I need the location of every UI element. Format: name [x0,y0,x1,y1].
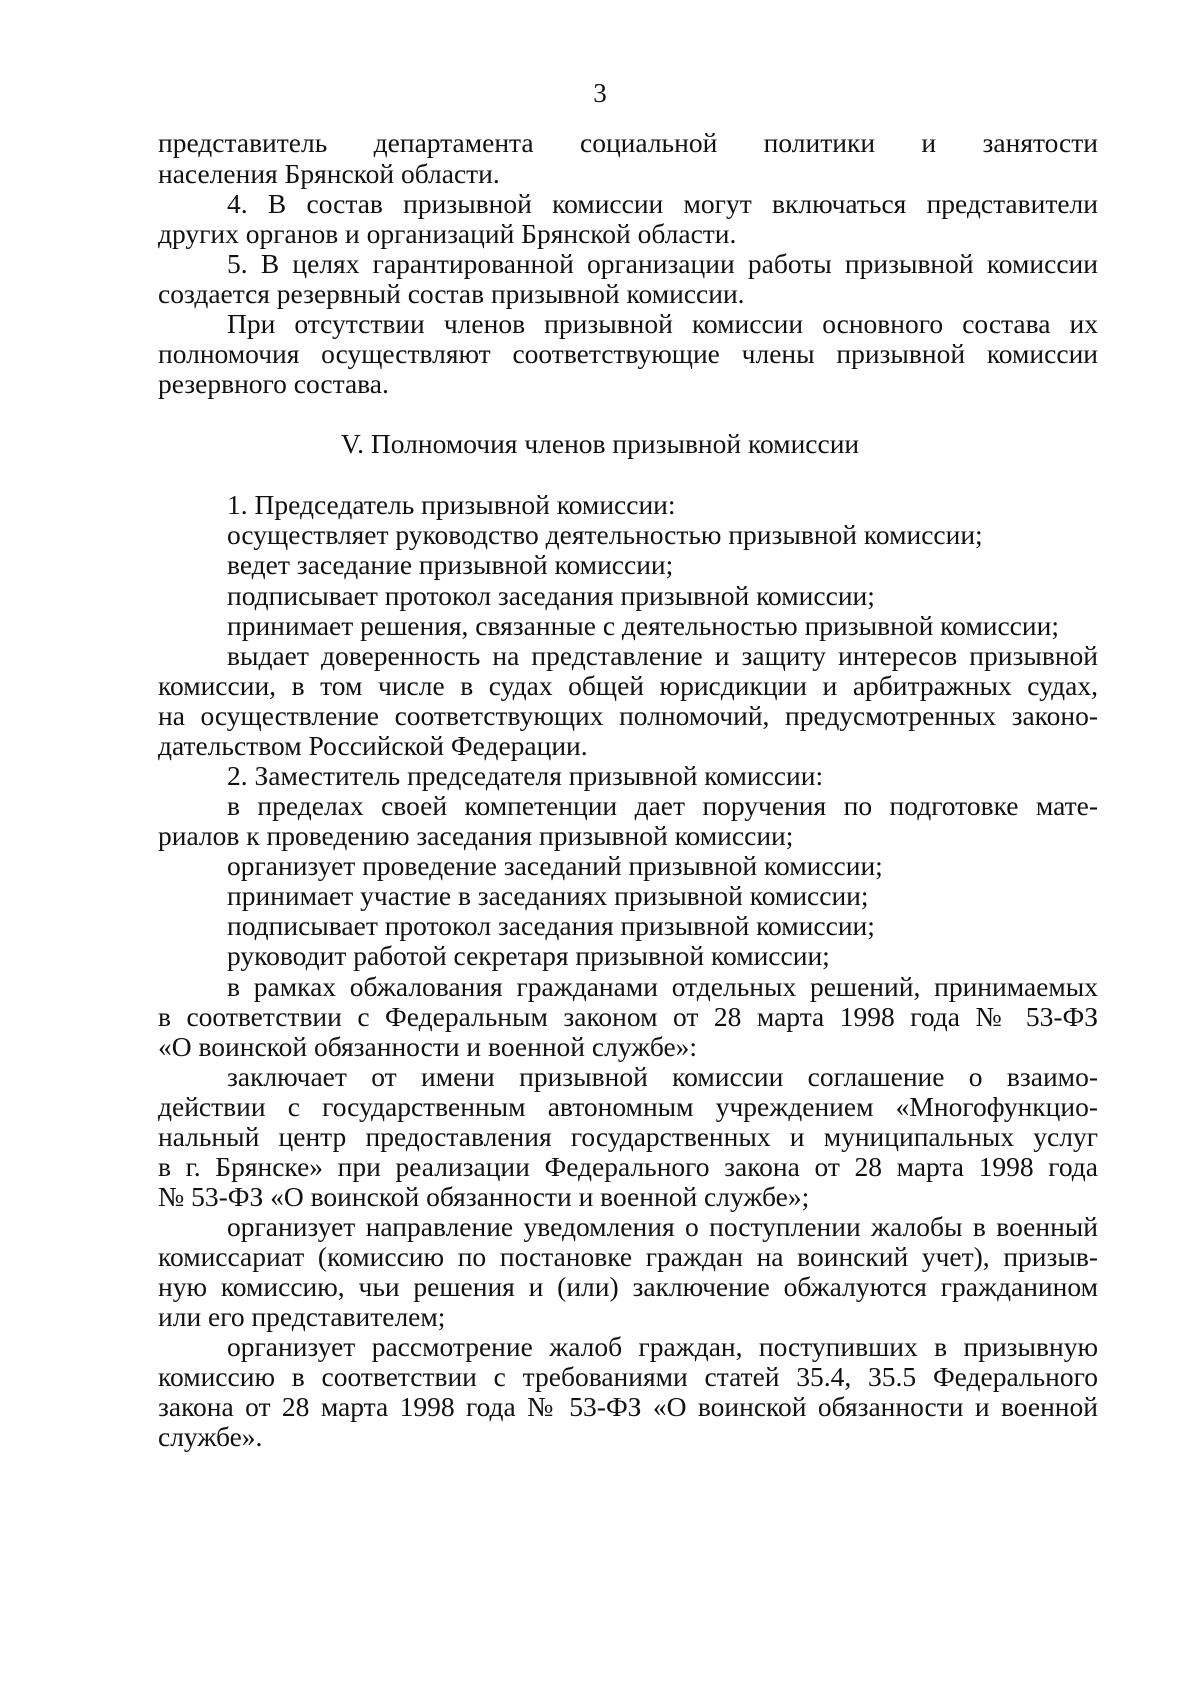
text-line: в г. Брянске» при реализации Федерального закона от 28 марта 1998 года [158,1151,1098,1182]
text-line: других органов и организаций Брянской области. [158,218,737,249]
text-line: организует направление уведомления о поступлении жалобы в военный [227,1211,1098,1242]
page-number: 3 [593,78,607,108]
section-heading: V. Полномочия членов призывной комиссии [340,428,860,459]
text-line: полномочия осуществляют соответствующие члены призывной комиссии [158,338,1098,369]
text-line: населения Брянской области. [158,158,500,189]
text-line: службе». [158,1421,263,1452]
text-line: закона от 28 марта 1998 года № 53-ФЗ «О воинской обязанности и военной [158,1391,1098,1422]
text-line: представитель департамента социальной политики и занятости [158,127,1098,158]
text-line: риалов к проведению заседания призывной комиссии; [158,820,794,851]
text-line: создается резервный состав призывной комиссии. [158,278,745,309]
text-line: комиссии, в том числе в судах общей юрисдикции и арбитражных судах, [158,670,1098,701]
text-line: При отсутствии членов призывной комиссии основного состава их [227,308,1098,339]
text-line: 2. Заместитель председателя призывной комиссии: [227,760,824,791]
text-line: дательством Российской Федерации. [158,730,588,761]
text-line: в соответствии с Федеральным законом от 28 марта 1998 года № 53-ФЗ [158,1001,1098,1032]
text-line: принимает участие в заседаниях призывной комиссии; [227,880,869,911]
text-line: в рамках обжалования гражданами отдельных решений, принимаемых [227,971,1098,1002]
text-line: нальный центр предоставления государственных и муниципальных услуг [158,1121,1098,1152]
text-line: на осуществление соответствующих полномочий, предусмотренных законо- [158,700,1098,731]
text-line: № 53-ФЗ «О воинской обязанности и военной службе»; [158,1181,810,1212]
text-line: «О воинской обязанности и военной службе»: [158,1031,698,1062]
text-line: комиссариат (комиссию по постановке граждан на воинский учет), призыв- [158,1241,1098,1272]
text-line: организует рассмотрение жалоб граждан, поступивших в призывную [227,1331,1098,1362]
text-line: 5. В целях гарантированной организации работы призывной комиссии [227,248,1098,279]
text-line: выдает доверенность на представление и защиту интересов призывной [227,640,1098,671]
text-line: осуществляет руководство деятельностью призывной комиссии; [227,519,983,550]
text-line: принимает решения, связанные с деятельностью призывной комиссии; [227,610,1059,641]
text-line: ную комиссию, чьи решения и (или) заключение обжалуются гражданином [158,1271,1098,1302]
text-line: руководит работой секретаря призывной комиссии; [227,940,830,971]
text-line: заключает от имени призывной комиссии соглашение о взаимо- [227,1061,1098,1092]
text-line: организует проведение заседаний призывной комиссии; [227,850,883,881]
text-line: подписывает протокол заседания призывной комиссии; [227,910,875,941]
text-line: комиссию в соответствии с требованиями статей 35.4, 35.5 Федерального [158,1361,1098,1392]
text-line: в пределах своей компетенции дает поручения по подготовке мате- [227,790,1098,821]
text-line: резервного состава. [158,368,389,399]
text-line: действии с государственным автономным учреждением «Многофункцио- [158,1091,1098,1122]
text-line: 1. Председатель призывной комиссии: [227,489,676,520]
text-line: или его представителем; [158,1301,446,1332]
text-line: 4. В состав призывной комиссии могут включаться представители [227,188,1098,219]
text-line: подписывает протокол заседания призывной комиссии; [227,580,875,611]
text-line: ведет заседание призывной комиссии; [227,549,674,580]
